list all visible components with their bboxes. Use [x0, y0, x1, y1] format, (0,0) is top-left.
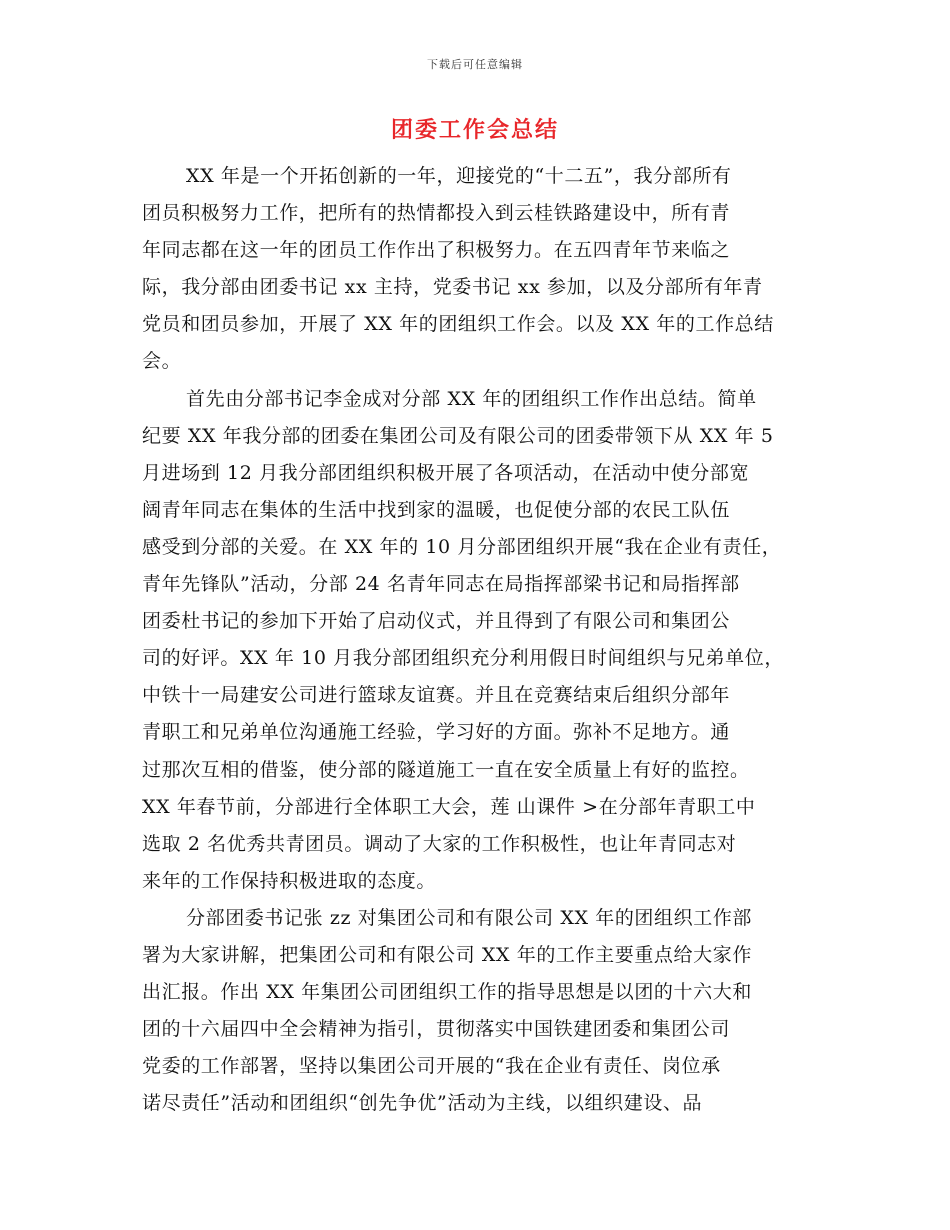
text-line: 诺尽责任”活动和团组织“创先争优”活动为主线，以组织建设、品 — [142, 1092, 703, 1115]
text-line: 司的好评。XX 年 10 月我分部团组织充分利用假日时间组织与兄弟单位， — [142, 647, 784, 670]
text-line: 分部团委书记张 zz 对集团公司和有限公司 XX 年的团组织工作部 — [186, 906, 753, 929]
text-line: 首先由分部书记李金成对分部 XX 年的团组织工作作出总结。简单 — [186, 387, 757, 410]
text-line: 年同志都在这一年的团员工作作出了积极努力。在五四青年节来临之 — [142, 239, 731, 262]
text-line: 中铁十一局建安公司进行篮球友谊赛。并且在竞赛结束后组织分部年 — [142, 684, 731, 707]
header-note: 下载后可任意编辑 — [427, 58, 523, 71]
text-line: 团委杜书记的参加下开始了启动仪式，并且得到了有限公司和集团公 — [142, 610, 731, 633]
text-line: 纪要 XX 年我分部的团委在集团公司及有限公司的团委带领下从 XX 年 5 — [142, 424, 774, 447]
paragraph-2 — [142, 381, 822, 900]
text-line: 党委的工作部署，坚持以集团公司开展的“我在企业有责任、岗位承 — [142, 1055, 721, 1078]
document-title: 团委工作会总结 — [390, 117, 559, 143]
text-line: 际，我分部由团委书记 xx 主持，党委书记 xx 参加，以及分部所有年青 — [142, 276, 763, 299]
text-line: 阔青年同志在集体的生活中找到家的温暖，也促使分部的农民工队伍 — [142, 498, 731, 521]
text-line: 青职工和兄弟单位沟通施工经验，学习好的方面。弥补不足地方。通 — [142, 721, 731, 744]
text-line: 团员积极努力工作，把所有的热情都投入到云桂铁路建设中，所有青 — [142, 202, 731, 225]
text-line: 团的十六届四中全会精神为指引，贯彻落实中国铁建团委和集团公司 — [142, 1018, 731, 1041]
text-line: 署为大家讲解，把集团公司和有限公司 XX 年的工作主要重点给大家作 — [142, 943, 752, 966]
paragraph-1 — [142, 158, 822, 381]
text-line: 出汇报。作出 XX 年集团公司团组织工作的指导思想是以团的十六大和 — [142, 981, 752, 1004]
text-line: XX 年春节前，分部进行全体职工大会，莲 山课件 >在分部年青职工中 — [142, 795, 756, 818]
text-line: XX 年是一个开拓创新的一年，迎接党的“十二五”，我分部所有 — [186, 165, 732, 187]
text-line: 感受到分部的关爱。在 XX 年的 10 月分部团组织开展“我在企业有责任， — [142, 535, 782, 558]
document-body — [142, 158, 822, 1122]
text-line: 月进场到 12 月我分部团组织积极开展了各项活动，在活动中使分部宽 — [142, 461, 750, 484]
text-line: 青年先锋队”活动，分部 24 名青年同志在局指挥部梁书记和局指挥部 — [142, 573, 740, 596]
text-line: 党员和团员参加，开展了 XX 年的团组织工作会。以及 XX 年的工作总结 — [142, 313, 774, 336]
text-line: 来年的工作保持积极进取的态度。 — [142, 869, 437, 892]
text-line: 过那次互相的借鉴，使分部的隧道施工一直在安全质量上有好的监控。 — [142, 758, 750, 781]
paragraph-3 — [142, 900, 822, 1123]
text-line: 会。 — [142, 350, 182, 373]
text-line: 选取 2 名优秀共青团员。调动了大家的工作积极性，也让年青同志对 — [142, 832, 737, 855]
